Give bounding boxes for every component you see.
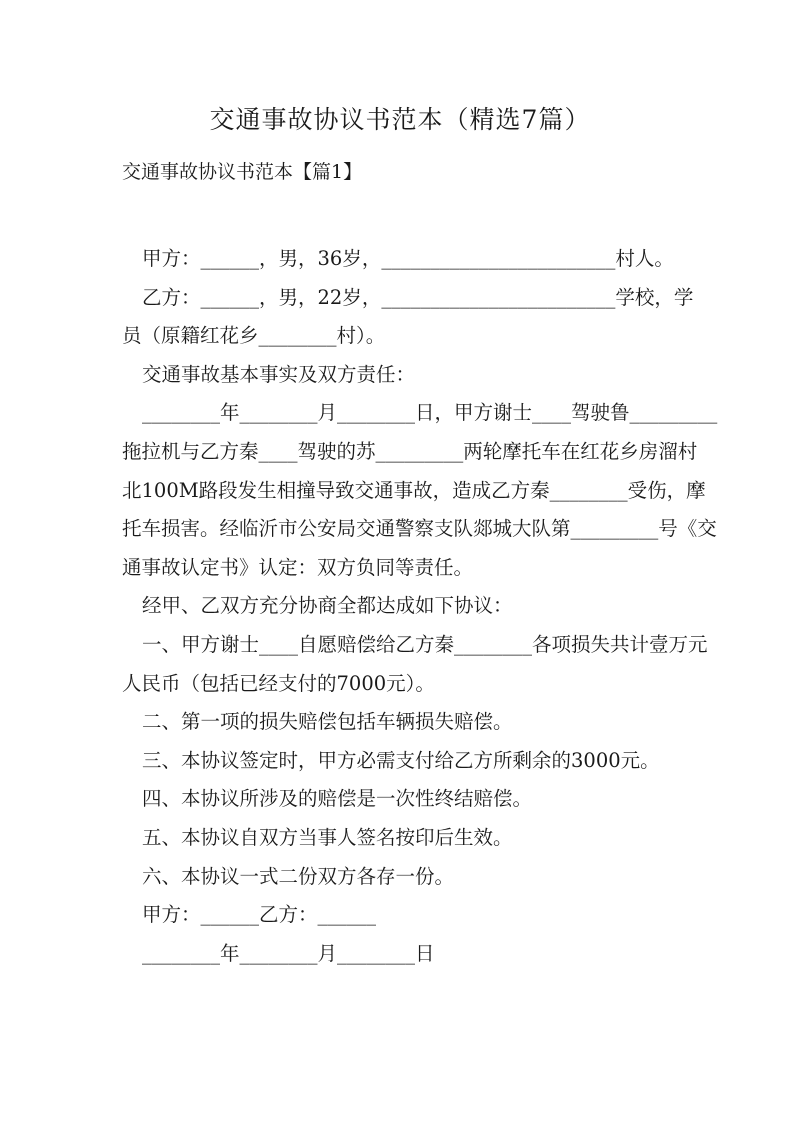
clause-4 <box>122 780 690 819</box>
text-line: 北100M路段发生相撞导致交通事故，造成乙方秦________受伤，摩 <box>122 478 706 502</box>
text-line: 二、第一项的损失赔偿包括车辆损失赔偿。 <box>142 710 513 734</box>
facts-paragraph <box>122 394 718 587</box>
clause-3 <box>122 742 690 781</box>
text-line: 六、本协议一式二份双方各存一份。 <box>142 864 455 888</box>
date-line <box>122 935 690 974</box>
agreement-intro <box>122 587 690 626</box>
clause-5 <box>122 819 690 858</box>
text-line: 三、本协议签定时，甲方必需支付给乙方所剩余的3000元。 <box>142 748 660 772</box>
document-title: 交通事故协议书范本（精选7篇） <box>209 105 591 134</box>
signature-line <box>122 896 690 935</box>
text-line: 通事故认定书》认定：双方负同等责任。 <box>122 555 474 579</box>
facts-heading <box>122 356 690 395</box>
clause-2 <box>122 703 690 742</box>
text-line: 人民币（包括已经支付的7000元）。 <box>122 671 435 695</box>
text-line: 托车损害。经临沂市公安局交通警察支队郯城大队第_________号《交 <box>122 517 717 541</box>
text-line: 员（原籍红花乡________村）。 <box>122 324 386 348</box>
text-line: 四、本协议所涉及的赔偿是一次性终结赔偿。 <box>142 787 533 811</box>
text-line: 一、甲方谢士____自愿赔偿给乙方秦________各项损失共计壹万元 <box>142 632 708 656</box>
section-subtitle: 交通事故协议书范本【篇1】 <box>122 161 363 183</box>
text-line: 五、本协议自双方当事人签名按印后生效。 <box>142 825 513 849</box>
clause-1 <box>122 626 708 703</box>
text-line: 甲方：______，男，36岁，________________________村人。 <box>142 247 674 270</box>
text-line: 交通事故基本事实及双方责任： <box>142 362 416 386</box>
party-b-line <box>122 279 694 356</box>
text-line: ________年________月________日 <box>142 941 435 965</box>
text-line: 乙方：______，男，22岁，________________________学校，学 <box>142 285 694 309</box>
agreement-body <box>122 240 718 973</box>
party-a-line <box>122 240 690 279</box>
text-line: 经甲、乙双方充分协商全都达成如下协议： <box>142 594 513 618</box>
text-line: 拖拉机与乙方秦____驾驶的苏_________两轮摩托车在红花乡房溜村 <box>122 439 698 463</box>
clause-6 <box>122 858 690 897</box>
text-line: ________年________月________日，甲方谢士____驾驶鲁_________ <box>142 401 718 425</box>
text-line: 甲方：______乙方：______ <box>142 903 377 927</box>
